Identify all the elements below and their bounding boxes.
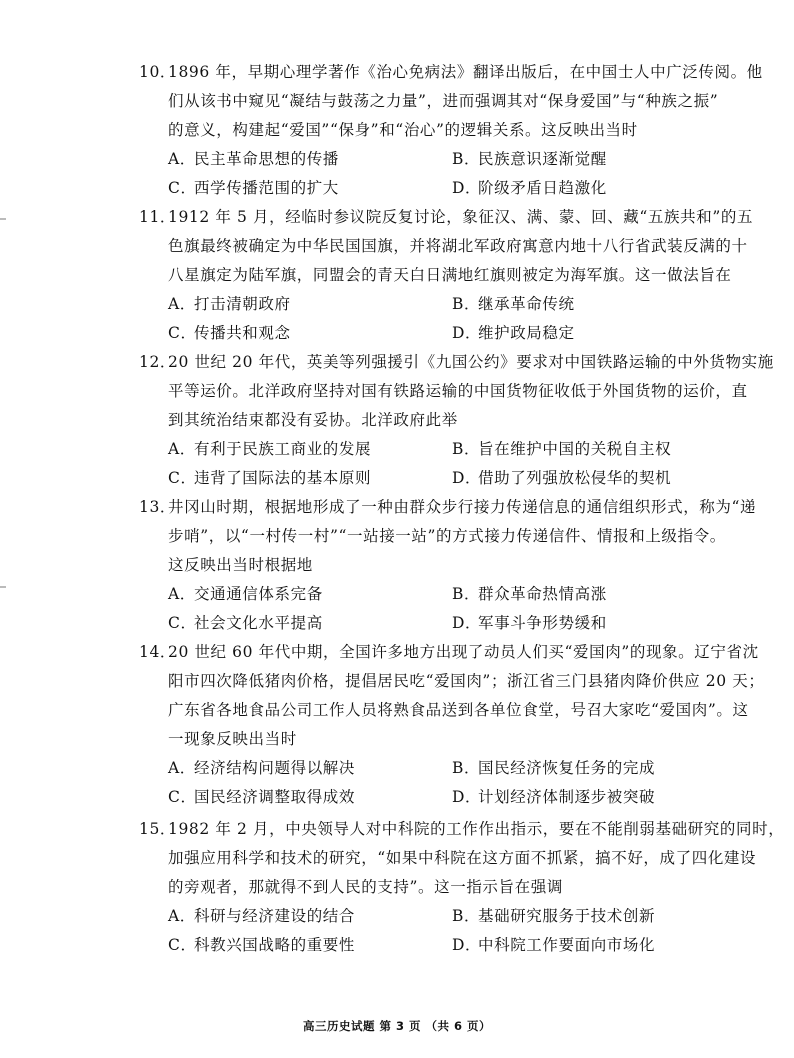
binding-margin-mark [0,586,6,588]
question-stem-line: 这反映出当时根据地 [168,556,313,574]
question-stem-line: 八星旗定为陆军旗，同盟会的青天白日满地红旗则被定为海军旗。这一做法旨在 [168,266,732,284]
binding-margin-mark [0,218,6,220]
option-b: B．国民经济恢复任务的完成 [452,759,656,777]
option-a: A．科研与经济建设的结合 [168,907,356,925]
option-a: A．民主革命思想的传播 [168,150,339,168]
question-stem-line: 步哨”，以“一村传一村”“一站接一站”的方式接力传递信件、情报和上级指令。 [168,527,726,545]
options-row [139,783,699,812]
question-stem-line: 14．20 世纪 60 年代中期，全国许多地方出现了动员人们买“爱国肉”的现象。辽宁省沈 [139,638,699,667]
option-c: C．社会文化水平提高 [168,614,323,632]
option-d: D．中科院工作要面向市场化 [452,936,656,954]
option-a: A．交通通信体系完备 [168,585,323,603]
question-number: 10． [139,63,177,81]
option-c: C．科教兴国战略的重要性 [168,936,356,954]
option-c: C．国民经济调整取得成效 [168,788,356,806]
question-stem-line: 13．井冈山时期，根据地形成了一种由群众步行接力传递信息的通信组织形式，称为“递 [139,493,699,522]
question-stem-line: 一现象反映出当时 [168,730,297,748]
option-c: C．传播共和观念 [168,324,291,342]
page-footer: 高三历史试题 第 3 页 （共 6 页） [302,1019,492,1033]
question-stem-line: 们从该书中窥见“凝结与鼓荡之力量”，进而强调其对“保身爱国”与“种族之振” [168,92,719,110]
question-stem-line: 平等运价。北洋政府坚持对国有铁路运输的中国货物征收低于外国货物的运价，直 [168,382,748,400]
options-row [139,609,699,638]
options-row [139,290,699,319]
options-row [139,902,699,931]
question-stem-line: 色旗最终被确定为中华民国国旗，并将湖北军政府寓意内地十八行省武装反满的十 [168,237,748,255]
option-a: A．打击清朝政府 [168,295,291,313]
option-b: B．基础研究服务于技术创新 [452,907,656,925]
option-c: C．西学传播范围的扩大 [168,179,339,197]
question-stem-line: 15．1982 年 2 月，中央领导人对中科院的工作作出指示，要在不能削弱基础研究的同时， [139,815,699,844]
option-b: B．继承革命传统 [452,295,575,313]
option-d: D．计划经济体制逐步被突破 [452,788,656,806]
option-b: B．群众革命热情高涨 [452,585,607,603]
option-d: D．维护政局稳定 [452,324,575,342]
options-row [139,435,699,464]
question-15 [139,815,785,960]
question-stem-line: 12．20 世纪 20 年代，英美等列强援引《九国公约》要求对中国铁路运输的中外货物实施 [139,348,699,377]
options-row [139,580,699,609]
option-a: A．有利于民族工商业的发展 [168,440,372,458]
question-number: 15． [139,820,177,838]
question-14 [139,638,765,812]
question-stem-line: 的旁观者，那就得不到人民的支持”。这一指示旨在强调 [168,878,563,896]
question-13 [139,493,757,638]
option-a: A．经济结构问题得以解决 [168,759,356,777]
option-b: B．民族意识逐渐觉醒 [452,150,607,168]
question-stem-line: 的意义，构建起“爱国”“保身”和“治心”的逻辑关系。这反映出当时 [168,121,638,139]
question-10 [139,58,763,203]
question-stem-line: 到其统治结束都没有妥协。北洋政府此举 [168,411,458,429]
options-row [139,174,699,203]
question-stem-line: 阳市四次降低猪肉价格，提倡居民吃“爱国肉”；浙江省三门县猪肉降价供应 20 天； [168,672,765,690]
question-number: 14． [139,643,177,661]
option-d: D．军事斗争形势缓和 [452,614,607,632]
question-number: 12． [139,353,177,371]
question-stem-line: 10．1896 年，早期心理学著作《治心免病法》翻译出版后，在中国士人中广泛传阅。他 [139,58,699,87]
option-d: D．借助了列强放松侵华的契机 [452,469,672,487]
options-row [139,145,699,174]
option-c: C．违背了国际法的基本原则 [168,469,372,487]
question-11 [139,203,754,348]
option-b: B．旨在维护中国的关税自主权 [452,440,672,458]
option-d: D．阶级矛盾日趋激化 [452,179,607,197]
options-row [139,464,699,493]
options-row [139,754,699,783]
options-row [139,931,699,960]
question-stem-line: 11．1912 年 5 月，经临时参议院反复讨论，象征汉、满、蒙、回、藏“五族共和”的五 [139,203,699,232]
question-stem-line: 加强应用科学和技术的研究，“如果中科院在这方面不抓紧，搞不好，成了四化建设 [168,849,757,867]
question-12 [139,348,774,493]
question-stem-line: 广东省各地食品公司工作人员将熟食品送到各单位食堂，号召大家吃“爱国肉”。这 [168,701,749,719]
question-number: 11． [139,208,177,226]
options-row [139,319,699,348]
question-number: 13． [139,498,177,516]
